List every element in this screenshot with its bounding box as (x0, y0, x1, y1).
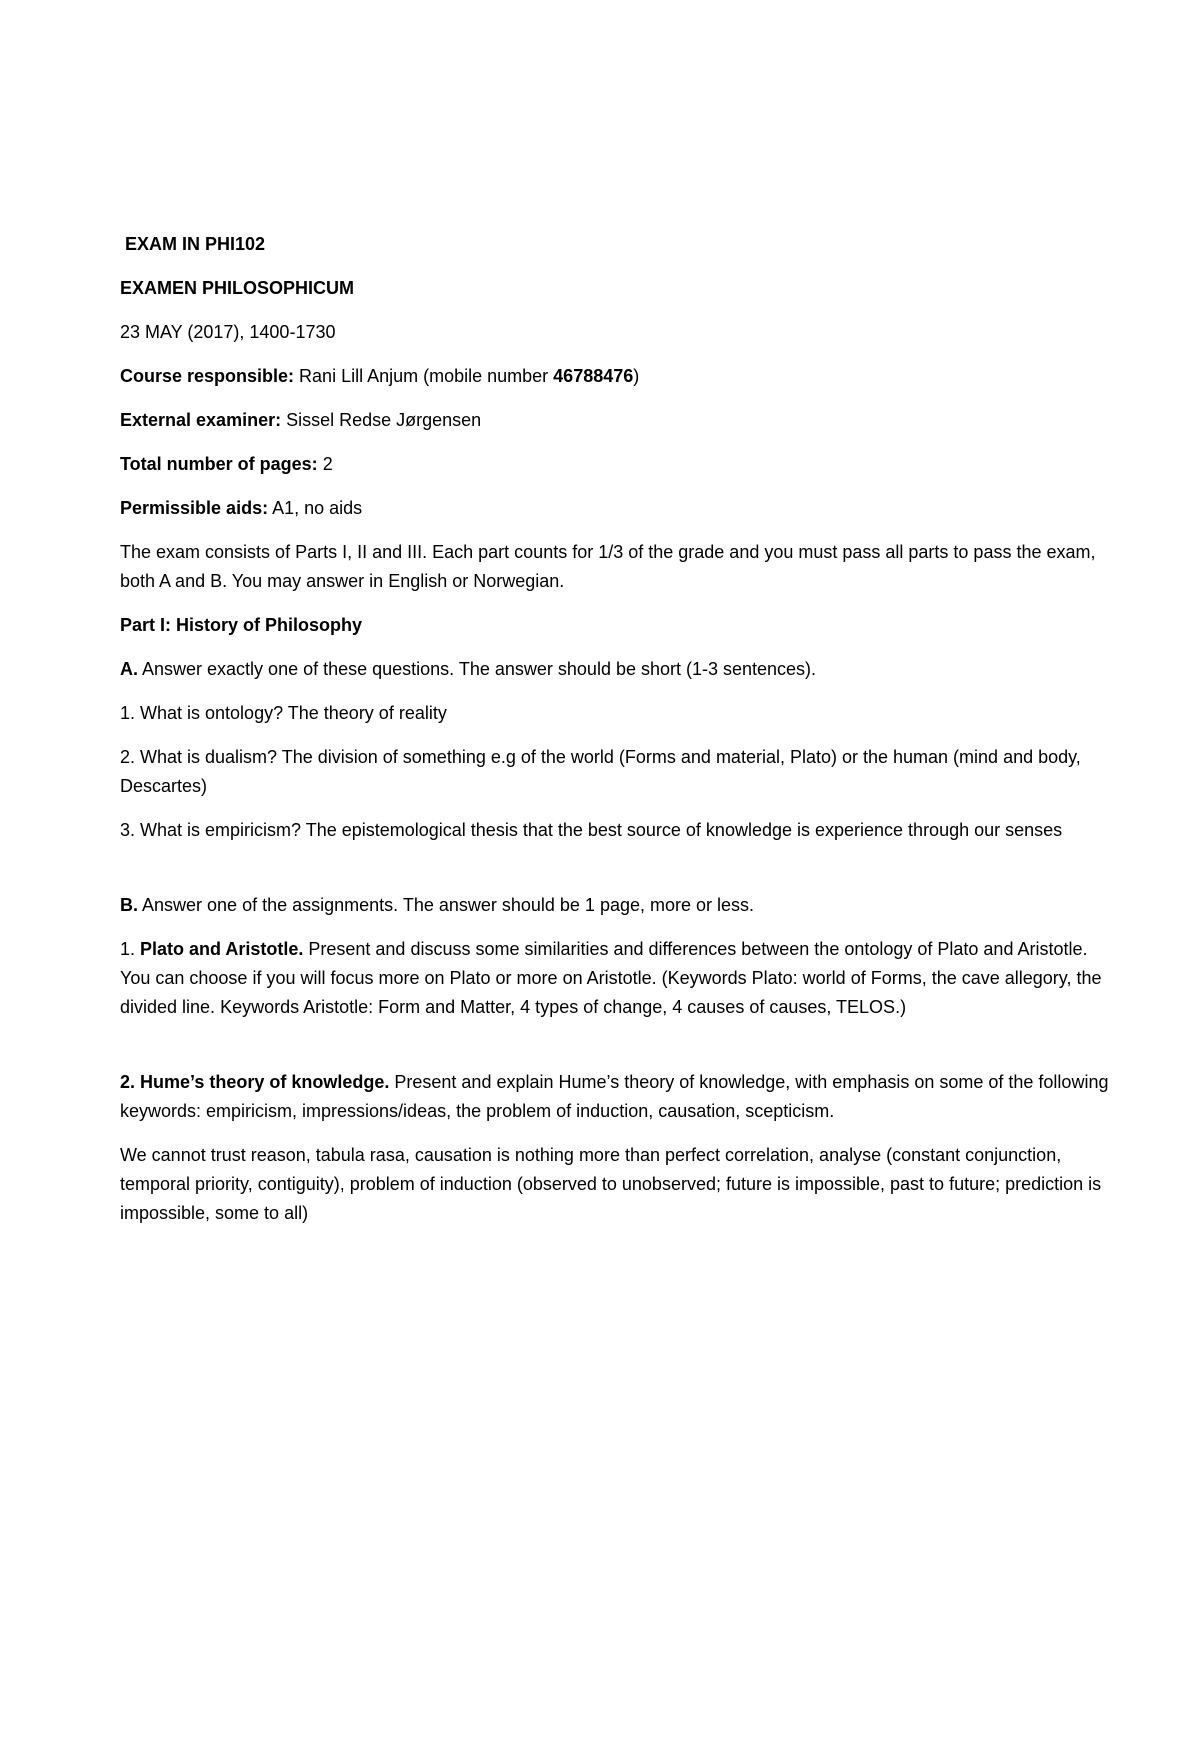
permissible-aids (120, 494, 1110, 523)
assignment-2 (120, 1068, 1110, 1126)
part1-a-text: Answer exactly one of these questions. The answer should be short (1-3 sentences). (138, 659, 817, 679)
course-responsible (120, 362, 1110, 391)
part1-heading: Part I: History of Philosophy (120, 615, 363, 635)
total-pages-label: Total number of pages: (120, 454, 318, 474)
exam-title: EXAM IN PHI102 (125, 234, 266, 254)
assignment-2-text: Present and explain Hume’s theory of knowledge, with emphasis on some of the following keywords: empiricism, impressions/ideas, the problem of induction, causation, scepticism. (120, 1072, 1109, 1121)
course-responsible-label: Course responsible: (120, 366, 295, 386)
total-pages (120, 450, 1110, 479)
part1-a-instruction (120, 655, 1110, 684)
external-examiner (120, 406, 1110, 435)
course-responsible-phone: 46788476 (553, 366, 634, 386)
part1-b-label: B. (120, 895, 138, 915)
exam-intro: The exam consists of Parts I, II and III. Each part counts for 1/3 of the grade and you must pass all parts to pass the exam, both A and B. You may answer in English or Norwegian. (120, 542, 1096, 591)
course-responsible-value: Rani Lill Anjum (mobile number (294, 366, 554, 386)
question-3: 3. What is empiricism? The epistemological thesis that the best source of knowledge is experience through our senses (120, 820, 1063, 840)
assignment-1-title: Plato and Aristotle. (140, 939, 304, 959)
assignment-2-title: 2. Hume’s theory of knowledge. (120, 1072, 390, 1092)
assignment-1-number: 1. (120, 939, 141, 959)
document-page (120, 230, 1110, 1243)
question-2: 2. What is dualism? The division of something e.g of the world (Forms and material, Plato) or the human (mind and body, Descartes) (120, 747, 1081, 796)
total-pages-value: 2 (317, 454, 333, 474)
assignment-1-text: Present and discuss some similarities and differences between the ontology of Plato and Aristotle. You can choose if you will focus more on Plato or more on Aristotle. (Keywords Plato: world of Forms, the cave allegory, the divided line. Keywords Aristotle: Form and Matter, 4 types of change, 4 causes of causes, TELOS.) (120, 939, 1102, 1017)
external-examiner-label: External examiner: (120, 410, 282, 430)
assignment-1 (120, 935, 1110, 1022)
permissible-aids-value: A1, no aids (268, 498, 363, 518)
exam-subtitle: EXAMEN PHILOSOPHICUM (120, 278, 355, 298)
assignment-2-notes: We cannot trust reason, tabula rasa, causation is nothing more than perfect correlation, analyse (constant conjunction, temporal priority, contiguity), problem of induction (observed to unobserved; future is impossible, past to future; prediction is impossible, some to all) (120, 1145, 1102, 1223)
part1-a-label: A. (120, 659, 138, 679)
part1-b-text: Answer one of the assignments. The answer should be 1 page, more or less. (138, 895, 755, 915)
exam-date-time: 23 MAY (2017), 1400-1730 (120, 322, 336, 342)
external-examiner-value: Sissel Redse Jørgensen (281, 410, 482, 430)
part1-b-instruction (120, 891, 1110, 920)
course-responsible-close: ) (633, 366, 640, 386)
permissible-aids-label: Permissible aids: (120, 498, 269, 518)
question-1: 1. What is ontology? The theory of reality (120, 703, 447, 723)
